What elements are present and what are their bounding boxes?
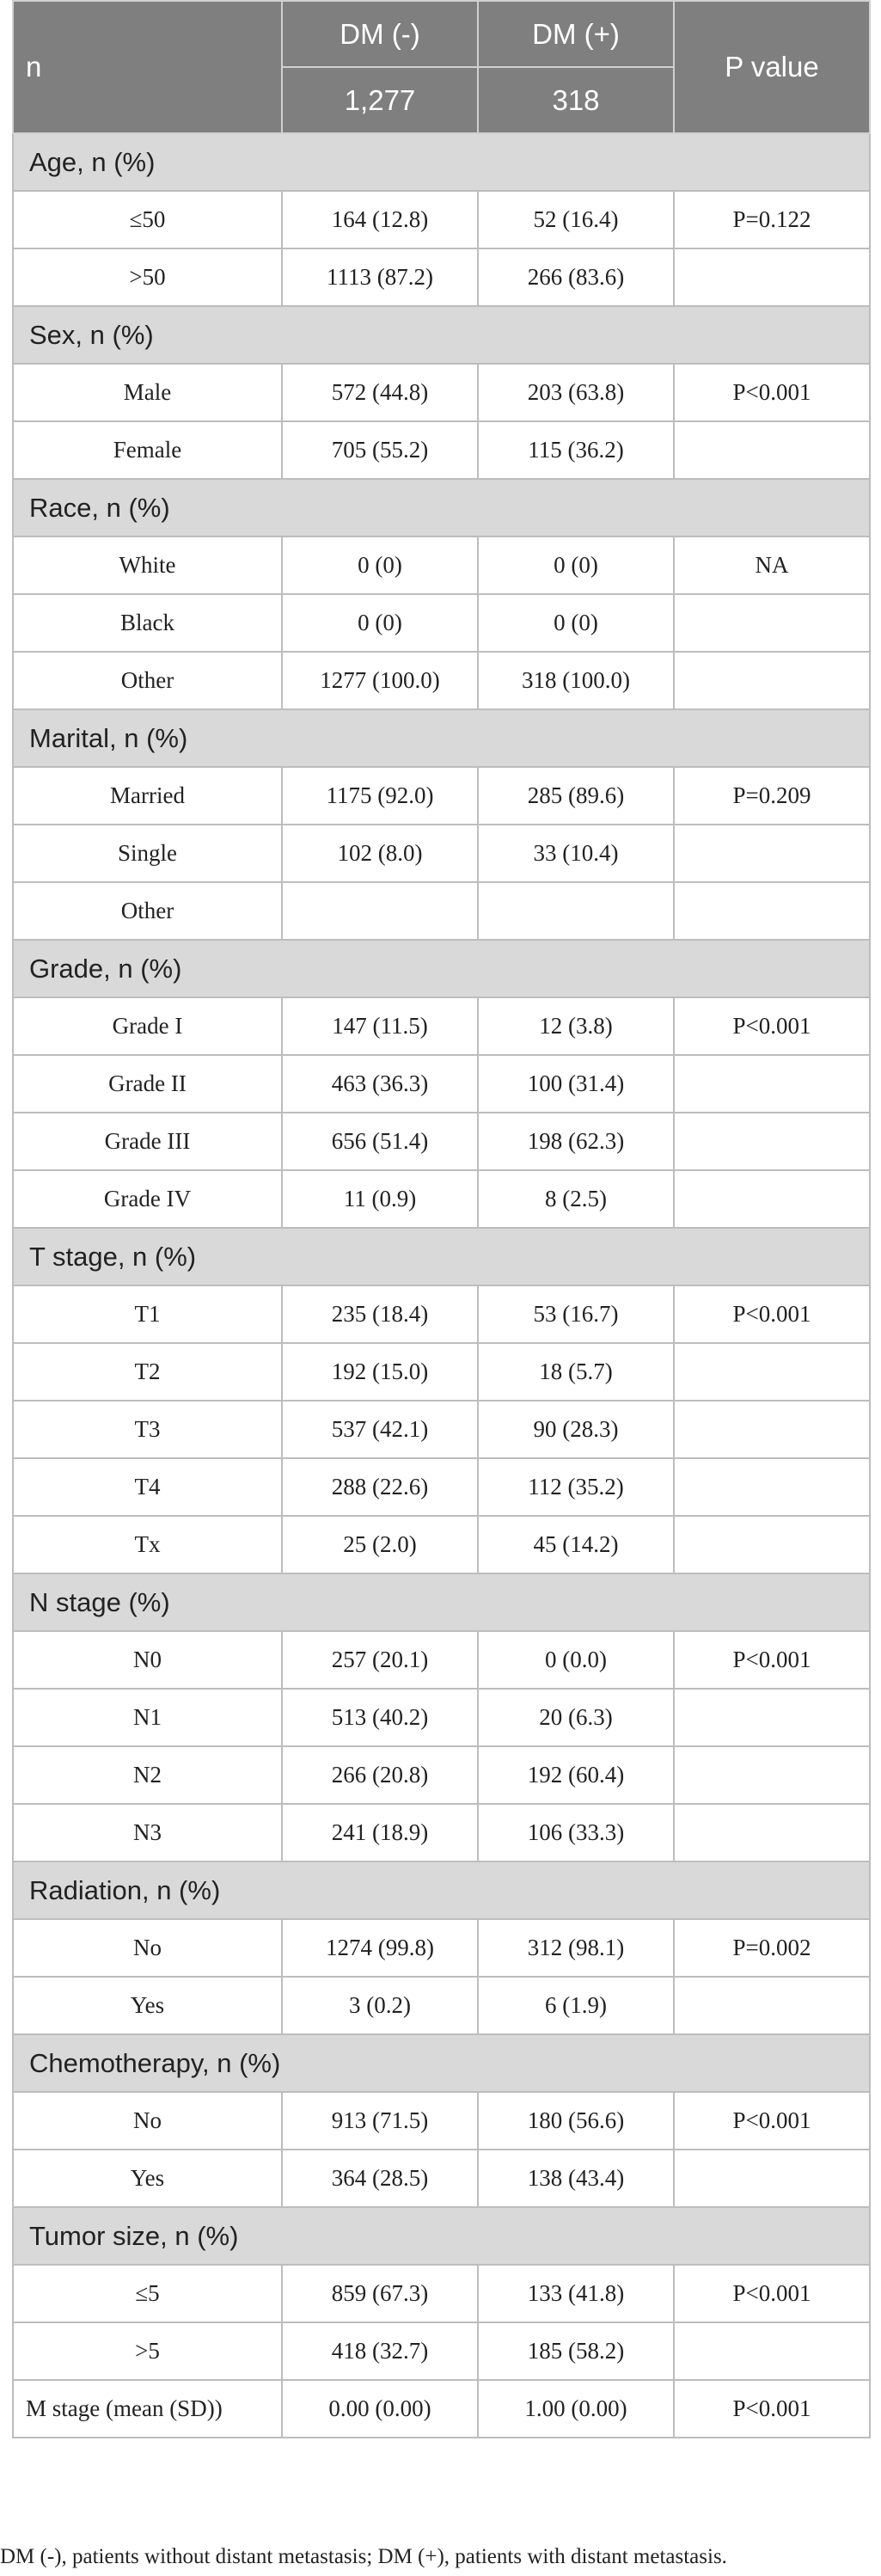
- value-dm-positive: 285 (89.6): [478, 767, 674, 825]
- p-value: NA: [674, 537, 870, 594]
- value-dm-negative: 192 (15.0): [282, 1343, 478, 1401]
- section-title: Radiation, n (%): [13, 1861, 870, 1919]
- value-dm-positive: [478, 882, 674, 940]
- value-dm-positive: 33 (10.4): [478, 825, 674, 882]
- value-dm-positive: 266 (83.6): [478, 248, 674, 306]
- p-value: [674, 1516, 870, 1573]
- row-label: >5: [13, 2322, 282, 2380]
- value-dm-negative: 0 (0): [282, 537, 478, 594]
- value-dm-positive: 53 (16.7): [478, 1285, 674, 1343]
- row-label: N2: [13, 1746, 282, 1804]
- table-row: [13, 1516, 870, 1573]
- header-n: n: [13, 1, 282, 133]
- row-label: Other: [13, 882, 282, 940]
- row-label: ≤5: [13, 2265, 282, 2322]
- p-value: [674, 1689, 870, 1746]
- value-dm-negative: 257 (20.1): [282, 1631, 478, 1689]
- section-header-row: [13, 2207, 870, 2265]
- p-value: [674, 421, 870, 479]
- value-dm-positive: 192 (60.4): [478, 1746, 674, 1804]
- value-dm-positive: 198 (62.3): [478, 1113, 674, 1170]
- table-row: [13, 2150, 870, 2207]
- value-dm-positive: 180 (56.6): [478, 2092, 674, 2150]
- section-title: N stage (%): [13, 1573, 870, 1631]
- footnote: DM (-), patients without distant metastasis; DM (+), patients with distant metastasis.: [0, 2545, 727, 2568]
- p-value: P<0.001: [674, 2380, 870, 2438]
- value-dm-positive: 106 (33.3): [478, 1804, 674, 1861]
- section-title: T stage, n (%): [13, 1228, 870, 1285]
- table-row-m-stage: [13, 2380, 870, 2438]
- p-value: [674, 652, 870, 709]
- row-label: Yes: [13, 2150, 282, 2207]
- p-value: [674, 594, 870, 652]
- p-value: P=0.122: [674, 191, 870, 248]
- value-dm-positive: 6 (1.9): [478, 1977, 674, 2034]
- section-title: Sex, n (%): [13, 306, 870, 364]
- p-value: P<0.001: [674, 1631, 870, 1689]
- table-row: [13, 191, 870, 248]
- table-row: [13, 364, 870, 421]
- value-dm-negative: 1274 (99.8): [282, 1919, 478, 1977]
- value-dm-negative: 572 (44.8): [282, 364, 478, 421]
- table-row: [13, 1343, 870, 1401]
- table-body: [13, 133, 870, 2438]
- p-value: [674, 1170, 870, 1228]
- row-label: ≤50: [13, 191, 282, 248]
- value-dm-positive: 45 (14.2): [478, 1516, 674, 1573]
- value-dm-negative: 656 (51.4): [282, 1113, 478, 1170]
- section-title: Grade, n (%): [13, 940, 870, 997]
- row-label: Grade I: [13, 997, 282, 1055]
- table-row: [13, 997, 870, 1055]
- table-row: [13, 825, 870, 882]
- value-dm-negative: [282, 882, 478, 940]
- value-dm-positive: 52 (16.4): [478, 191, 674, 248]
- value-dm-positive: 1.00 (0.00): [478, 2380, 674, 2438]
- value-dm-negative: 288 (22.6): [282, 1458, 478, 1516]
- p-value: [674, 1113, 870, 1170]
- value-dm-negative: 705 (55.2): [282, 421, 478, 479]
- header-dm-positive: DM (+): [478, 1, 674, 67]
- p-value: [674, 1401, 870, 1458]
- value-dm-positive: 203 (63.8): [478, 364, 674, 421]
- row-label: Male: [13, 364, 282, 421]
- p-value: [674, 1458, 870, 1516]
- row-label: Grade IV: [13, 1170, 282, 1228]
- table-row: [13, 1977, 870, 2034]
- value-dm-positive: 8 (2.5): [478, 1170, 674, 1228]
- value-dm-negative: 147 (11.5): [282, 997, 478, 1055]
- p-value: P<0.001: [674, 2265, 870, 2322]
- row-label: T4: [13, 1458, 282, 1516]
- table-row: [13, 1919, 870, 1977]
- table-row: [13, 767, 870, 825]
- value-dm-negative: 364 (28.5): [282, 2150, 478, 2207]
- p-value: [674, 825, 870, 882]
- value-dm-negative: 3 (0.2): [282, 1977, 478, 2034]
- value-dm-positive: 318 (100.0): [478, 652, 674, 709]
- row-label: Single: [13, 825, 282, 882]
- table-row: [13, 1804, 870, 1861]
- table-row: [13, 1458, 870, 1516]
- value-dm-negative: 25 (2.0): [282, 1516, 478, 1573]
- p-value: [674, 2322, 870, 2380]
- row-label: T2: [13, 1343, 282, 1401]
- header-count-negative: 1,277: [282, 67, 478, 133]
- section-header-row: [13, 940, 870, 997]
- section-header-row: [13, 1861, 870, 1919]
- p-value: P<0.001: [674, 2092, 870, 2150]
- table-row: [13, 652, 870, 709]
- section-title: Race, n (%): [13, 479, 870, 537]
- table-header: [13, 1, 870, 133]
- header-count-positive: 318: [478, 67, 674, 133]
- table-row: [13, 537, 870, 594]
- value-dm-positive: 12 (3.8): [478, 997, 674, 1055]
- section-header-row: [13, 1573, 870, 1631]
- table-row: [13, 2092, 870, 2150]
- value-dm-positive: 100 (31.4): [478, 1055, 674, 1113]
- section-title: Age, n (%): [13, 133, 870, 191]
- section-header-row: [13, 709, 870, 767]
- row-label: N0: [13, 1631, 282, 1689]
- row-label: N1: [13, 1689, 282, 1746]
- value-dm-negative: 418 (32.7): [282, 2322, 478, 2380]
- table-row: [13, 1055, 870, 1113]
- table-row: [13, 1401, 870, 1458]
- value-dm-negative: 859 (67.3): [282, 2265, 478, 2322]
- row-label: Grade II: [13, 1055, 282, 1113]
- section-header-row: [13, 2034, 870, 2092]
- value-dm-positive: 90 (28.3): [478, 1401, 674, 1458]
- value-dm-negative: 164 (12.8): [282, 191, 478, 248]
- table-row: [13, 1631, 870, 1689]
- value-dm-positive: 0 (0): [478, 537, 674, 594]
- value-dm-positive: 20 (6.3): [478, 1689, 674, 1746]
- row-label: Other: [13, 652, 282, 709]
- table-container: [12, 0, 869, 2438]
- table-row: [13, 248, 870, 306]
- row-label: Tx: [13, 1516, 282, 1573]
- value-dm-negative: 1175 (92.0): [282, 767, 478, 825]
- row-label: Married: [13, 767, 282, 825]
- table-row: [13, 421, 870, 479]
- p-value: [674, 1977, 870, 2034]
- value-dm-negative: 537 (42.1): [282, 1401, 478, 1458]
- row-label: M stage (mean (SD)): [13, 2380, 282, 2438]
- value-dm-negative: 0.00 (0.00): [282, 2380, 478, 2438]
- data-table: [12, 0, 871, 2438]
- value-dm-negative: 241 (18.9): [282, 1804, 478, 1861]
- value-dm-negative: 913 (71.5): [282, 2092, 478, 2150]
- value-dm-negative: 1277 (100.0): [282, 652, 478, 709]
- value-dm-negative: 266 (20.8): [282, 1746, 478, 1804]
- p-value: [674, 1804, 870, 1861]
- value-dm-positive: 18 (5.7): [478, 1343, 674, 1401]
- value-dm-positive: 0 (0.0): [478, 1631, 674, 1689]
- section-title: Tumor size, n (%): [13, 2207, 870, 2265]
- table-row: [13, 882, 870, 940]
- row-label: Black: [13, 594, 282, 652]
- row-label: No: [13, 1919, 282, 1977]
- value-dm-negative: 235 (18.4): [282, 1285, 478, 1343]
- value-dm-negative: 513 (40.2): [282, 1689, 478, 1746]
- value-dm-negative: 0 (0): [282, 594, 478, 652]
- value-dm-positive: 185 (58.2): [478, 2322, 674, 2380]
- row-label: No: [13, 2092, 282, 2150]
- row-label: N3: [13, 1804, 282, 1861]
- value-dm-positive: 138 (43.4): [478, 2150, 674, 2207]
- value-dm-positive: 112 (35.2): [478, 1458, 674, 1516]
- p-value: [674, 2150, 870, 2207]
- value-dm-negative: 463 (36.3): [282, 1055, 478, 1113]
- value-dm-positive: 0 (0): [478, 594, 674, 652]
- p-value: [674, 1343, 870, 1401]
- p-value: P<0.001: [674, 364, 870, 421]
- row-label: Female: [13, 421, 282, 479]
- row-label: Yes: [13, 1977, 282, 2034]
- table-row: [13, 1170, 870, 1228]
- table-row: [13, 1689, 870, 1746]
- table-row: [13, 1746, 870, 1804]
- table-row: [13, 594, 870, 652]
- value-dm-negative: 102 (8.0): [282, 825, 478, 882]
- table-row: [13, 1285, 870, 1343]
- row-label: White: [13, 537, 282, 594]
- header-p-value: P value: [674, 1, 870, 133]
- header-dm-negative: DM (-): [282, 1, 478, 67]
- p-value: P=0.209: [674, 767, 870, 825]
- p-value: P<0.001: [674, 1285, 870, 1343]
- section-title: Chemotherapy, n (%): [13, 2034, 870, 2092]
- section-header-row: [13, 306, 870, 364]
- table-row: [13, 2322, 870, 2380]
- p-value: P=0.002: [674, 1919, 870, 1977]
- row-label: >50: [13, 248, 282, 306]
- value-dm-negative: 1113 (87.2): [282, 248, 478, 306]
- p-value: [674, 1055, 870, 1113]
- value-dm-positive: 115 (36.2): [478, 421, 674, 479]
- section-header-row: [13, 133, 870, 191]
- value-dm-positive: 133 (41.8): [478, 2265, 674, 2322]
- row-label: T1: [13, 1285, 282, 1343]
- table-row: [13, 1113, 870, 1170]
- p-value: [674, 248, 870, 306]
- section-header-row: [13, 479, 870, 537]
- p-value: P<0.001: [674, 997, 870, 1055]
- value-dm-negative: 11 (0.9): [282, 1170, 478, 1228]
- value-dm-positive: 312 (98.1): [478, 1919, 674, 1977]
- section-header-row: [13, 1228, 870, 1285]
- p-value: [674, 1746, 870, 1804]
- section-title: Marital, n (%): [13, 709, 870, 767]
- p-value: [674, 882, 870, 940]
- row-label: T3: [13, 1401, 282, 1458]
- row-label: Grade III: [13, 1113, 282, 1170]
- table-row: [13, 2265, 870, 2322]
